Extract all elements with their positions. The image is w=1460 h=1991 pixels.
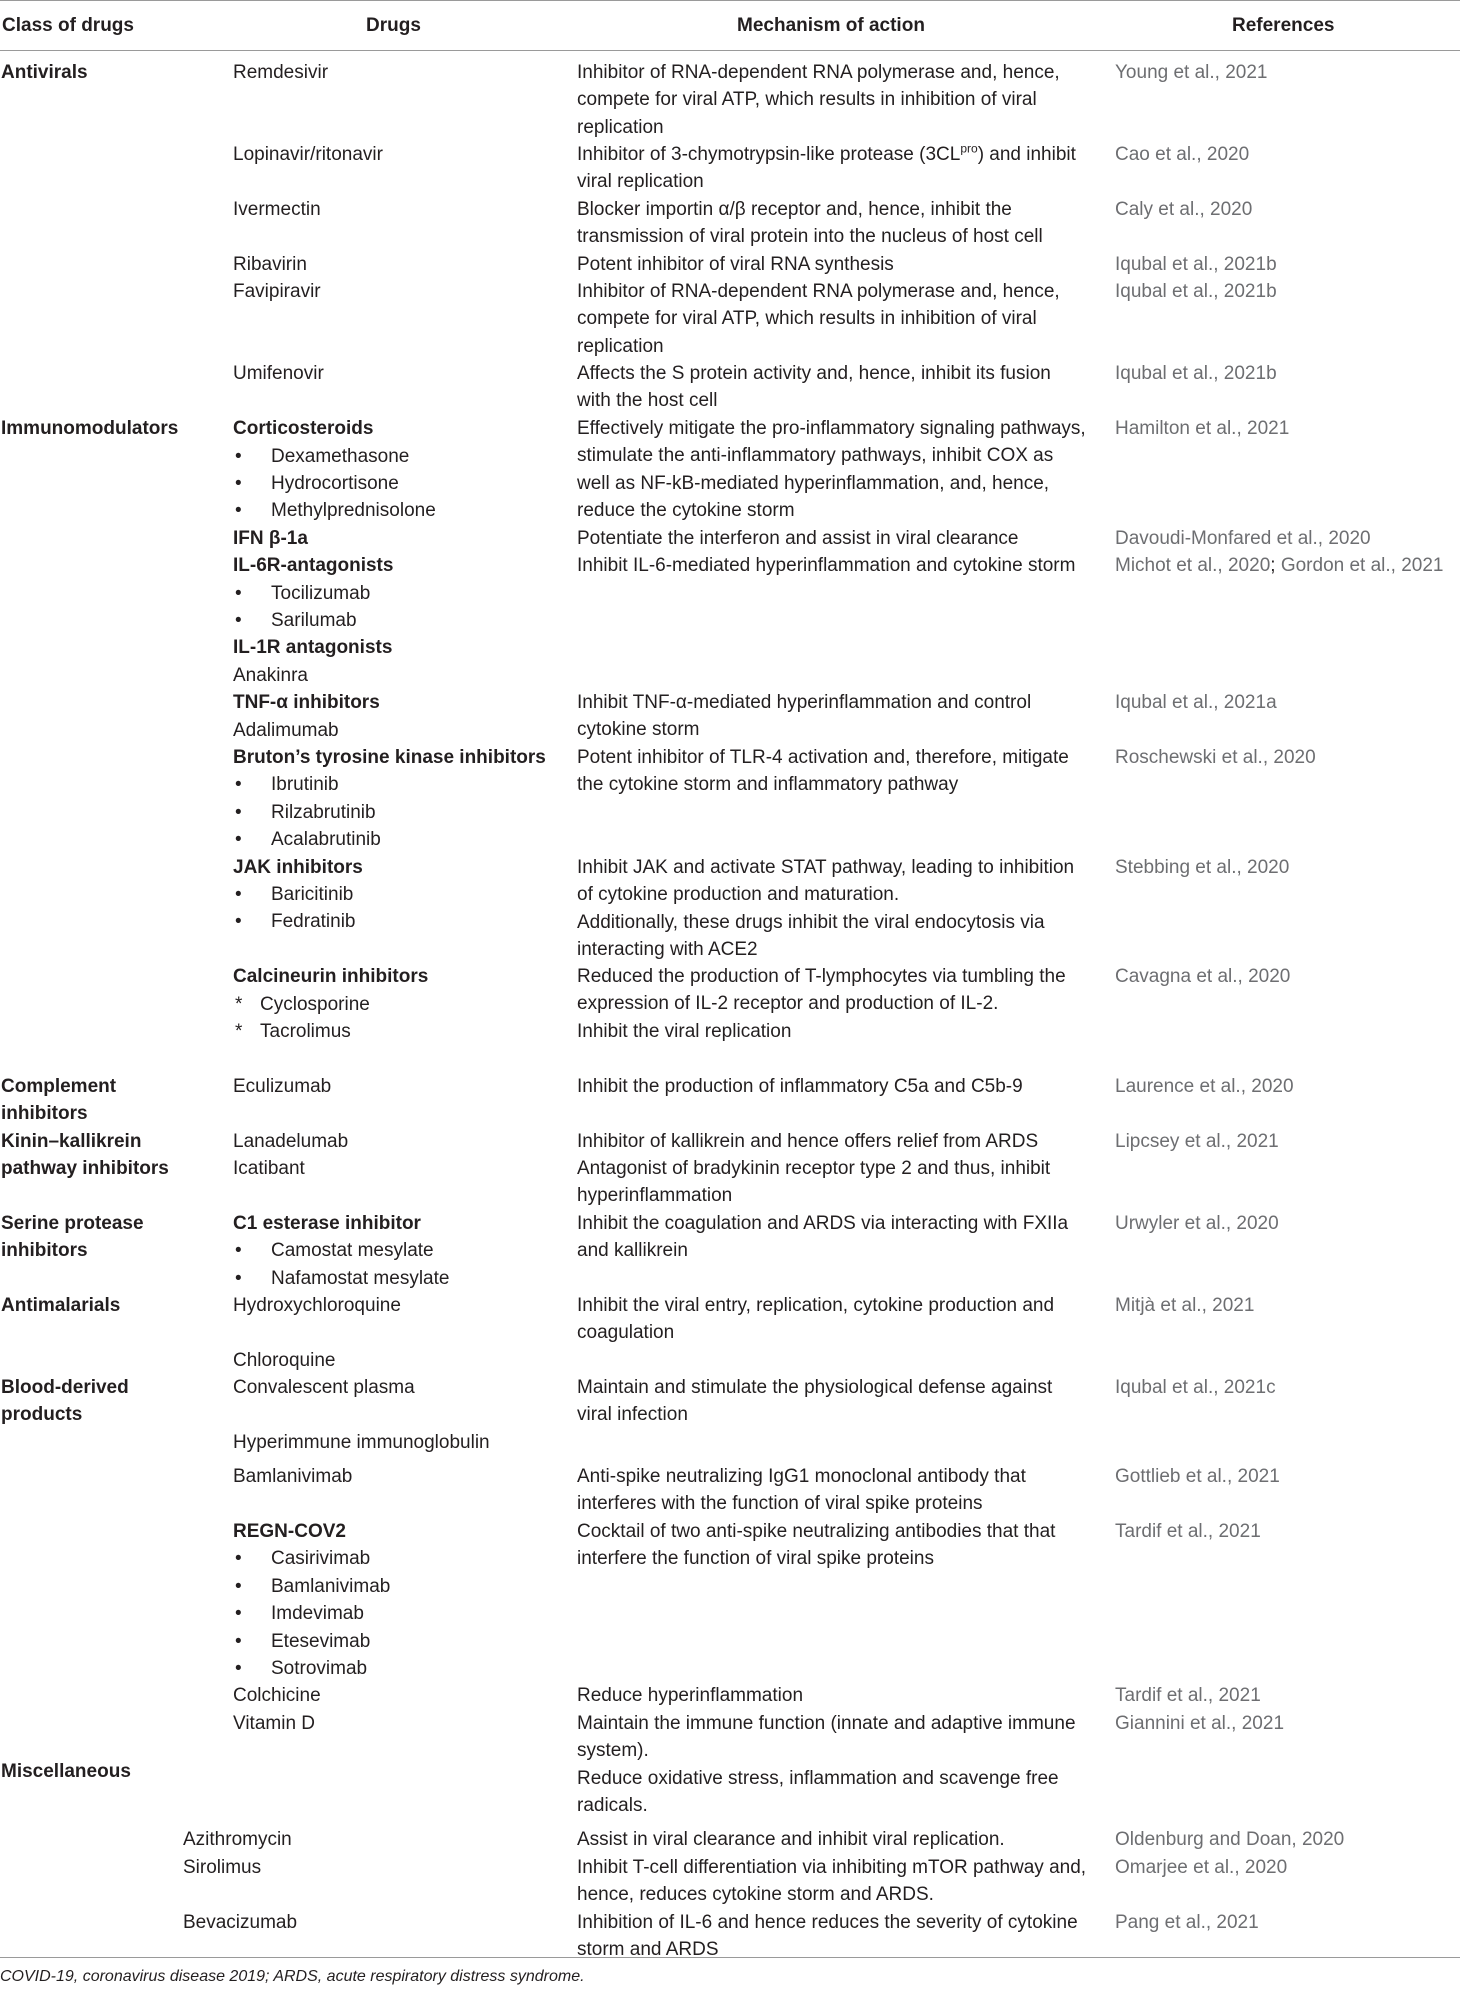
reference-link[interactable]: Hamilton et al., 2021 <box>1115 418 1290 439</box>
drug-name: Remdesivir <box>233 62 329 83</box>
drug-group-heading: C1 esterase inhibitor <box>233 1213 421 1234</box>
reference-citation[interactable] <box>1115 1854 1287 1881</box>
class-label <box>1 59 88 86</box>
mechanism-text <box>577 1710 1076 1820</box>
cell-line: Blood-derived <box>1 1377 129 1398</box>
cell-line: cytokine storm <box>577 719 700 741</box>
drug-name: Azithromycin <box>183 1829 292 1850</box>
reference-citation[interactable] <box>1115 1073 1294 1100</box>
cell-line: reduce the cytokine storm <box>577 500 795 522</box>
cell-line: Maintain and stimulate the physiological defense against <box>577 1377 1053 1398</box>
cell-line: Anti-spike neutralizing IgG1 monoclonal antibody that <box>577 1466 1026 1487</box>
reference-link[interactable]: Iqubal et al., 2021c <box>1115 1377 1276 1398</box>
cell-line: Reduced the production of T-lymphocytes via tumbling the <box>577 966 1066 987</box>
mechanism-text <box>577 1463 1026 1518</box>
drug-name: Ivermectin <box>233 199 321 220</box>
drug-name: Umifenovir <box>233 363 324 384</box>
reference-link[interactable]: Iqubal et al., 2021b <box>1115 281 1277 302</box>
drug-name: Hydroxychloroquine <box>233 1295 401 1316</box>
cell-line: the cytokine storm and inflammatory pathway <box>577 774 959 796</box>
cell-line: Inhibit T-cell differentiation via inhibiting mTOR pathway and, <box>577 1857 1087 1878</box>
reference-citation[interactable] <box>1115 1292 1254 1319</box>
cell-line: interacting with ACE2 <box>577 939 758 961</box>
reference-citation[interactable] <box>1115 141 1249 168</box>
drug-name: Colchicine <box>233 1685 321 1706</box>
mechanism-text <box>577 1128 1038 1155</box>
drug-name: • Fedratinib <box>233 908 356 935</box>
cell-line: interferes with the function of viral spike proteins <box>577 1493 983 1515</box>
cell-line: Potentiate the interferon and assist in viral clearance <box>577 528 1019 549</box>
cell-line: Antivirals <box>1 62 88 83</box>
mechanism-text <box>577 278 1060 360</box>
cell-line: Inhibitor of RNA-dependent RNA polymerase and, hence, <box>577 281 1060 302</box>
drug-group-heading: IFN β-1a <box>233 528 308 549</box>
mechanism-text <box>577 1682 803 1709</box>
drug-name: • Camostat mesylate <box>233 1237 434 1264</box>
cell-line: viral replication <box>577 171 704 193</box>
cell-line: transmission of viral protein into the nucleus of host cell <box>577 226 1043 248</box>
drug-group-heading: REGN-COV2 <box>233 1521 346 1542</box>
reference-citation[interactable] <box>1115 251 1277 278</box>
cell-line: stimulate the anti-inflammatory pathways, inhibit COX as <box>577 445 1054 467</box>
drug-name: Hyperimmune immunoglobulin <box>233 1432 490 1453</box>
reference-link[interactable]: Gordon et al., 2021 <box>1280 555 1444 576</box>
cell-line: Inhibitor of 3-chymotrypsin-like protease (3CL <box>577 144 961 165</box>
drug-name: Anakinra <box>233 665 308 686</box>
cell-line: products <box>1 1404 83 1426</box>
drug-name: • Rilzabrutinib <box>233 799 376 826</box>
drug-name: Sirolimus <box>183 1857 262 1878</box>
mechanism-text <box>577 415 1086 525</box>
drug-name: • Tocilizumab <box>233 580 370 607</box>
drug-group-heading: Bruton’s tyrosine kinase inhibitors <box>233 747 546 768</box>
cell-line: Inhibit the production of inflammatory C5a and C5b-9 <box>577 1076 1023 1097</box>
drug-name: * Cyclosporine <box>233 991 370 1018</box>
drug-name: Eculizumab <box>233 1076 332 1097</box>
mechanism-text <box>577 141 1076 196</box>
reference-citation[interactable] <box>1115 552 1444 579</box>
drug-name: • Sarilumab <box>233 607 357 634</box>
reference-link[interactable]: Lipcsey et al., 2021 <box>1115 1131 1279 1152</box>
drug-name: • Bamlanivimab <box>233 1573 390 1600</box>
drug-name: Adalimumab <box>233 720 339 741</box>
cell-line: Antimalarials <box>1 1295 121 1316</box>
reference-citation[interactable] <box>1115 1518 1261 1545</box>
drug-name: Ribavirin <box>233 254 307 275</box>
reference-citation[interactable] <box>1115 1682 1261 1709</box>
reference-link[interactable]: Davoudi-Monfared et al., 2020 <box>1115 528 1371 549</box>
reference-citation[interactable] <box>1115 1826 1344 1853</box>
cell-line: storm and ARDS <box>577 1939 719 1961</box>
reference-link[interactable]: Cao et al., 2020 <box>1115 144 1250 165</box>
reference-citation[interactable] <box>1115 525 1371 552</box>
cell-line: of cytokine production and maturation. <box>577 884 900 906</box>
mechanism-text <box>577 1292 1054 1347</box>
class-label <box>1 1292 120 1319</box>
drug-name: • Nafamostat mesylate <box>233 1265 449 1292</box>
mechanism-text <box>577 1374 1052 1429</box>
cell-line: well as NF-kB-mediated hyperinflammation, and, hence, <box>577 472 1050 494</box>
cell-line: expression of IL-2 receptor and production of IL-2. <box>577 993 999 1015</box>
mechanism-text <box>577 744 1069 799</box>
cell-line: Assist in viral clearance and inhibit viral replication. <box>577 1829 1005 1850</box>
cell-line: inhibitors <box>1 1240 88 1262</box>
header-references: References <box>1232 15 1335 36</box>
cell-line: Antagonist of bradykinin receptor type 2 and thus, inhibit <box>577 1158 1051 1179</box>
reference-citation[interactable] <box>1115 1710 1284 1737</box>
reference-link[interactable]: Michot et al., 2020 <box>1115 555 1271 576</box>
drug-name: • Methylprednisolone <box>233 497 436 524</box>
mechanism-text <box>577 1854 1086 1909</box>
cell-line: Inhibit IL-6-mediated hyperinflammation and cytokine storm <box>577 555 1076 576</box>
header-drugs: Drugs <box>366 15 421 36</box>
cell-line: Potent inhibitor of TLR-4 activation and, therefore, mitigate <box>577 747 1069 768</box>
reference-link[interactable]: Tardif et al., 2021 <box>1115 1685 1261 1706</box>
cell-line: Blocker importin α/β receptor and, hence, inhibit the <box>577 199 1012 220</box>
cell-line: Inhibit TNF-α-mediated hyperinflammation and control <box>577 692 1032 713</box>
cell-line: Effectively mitigate the pro-inflammatory signaling pathways, <box>577 418 1086 439</box>
cell-line: Reduce hyperinflammation <box>577 1685 804 1706</box>
drug-name: Favipiravir <box>233 281 321 302</box>
cell-line: Inhibit JAK and activate STAT pathway, leading to inhibition <box>577 857 1075 878</box>
reference-link[interactable]: Cavagna et al., 2020 <box>1115 966 1291 987</box>
header-rule <box>0 50 1460 51</box>
cell-line: pathway inhibitors <box>1 1158 169 1180</box>
drug-name: Lopinavir/ritonavir <box>233 144 383 165</box>
cell-line: Inhibitor of kallikrein and hence offers relief from ARDS <box>577 1131 1039 1152</box>
mechanism-text <box>577 196 1043 251</box>
class-label <box>1 1210 144 1265</box>
cell-line: Inhibit the viral replication <box>577 1020 792 1042</box>
cell-line: and kallikrein <box>577 1240 688 1262</box>
drug-name: Vitamin D <box>233 1713 316 1734</box>
class-label <box>1 415 178 442</box>
reference-citation[interactable] <box>1115 196 1252 223</box>
class-label <box>1 1374 129 1429</box>
drug-group-heading: Calcineurin inhibitors <box>233 966 429 987</box>
reference-link[interactable]: Iqubal et al., 2021b <box>1115 363 1277 384</box>
reference-link[interactable]: Mitjà et al., 2021 <box>1115 1295 1255 1316</box>
drug-name: Chloroquine <box>233 1350 336 1371</box>
reference-link[interactable]: Gottlieb et al., 2021 <box>1115 1466 1280 1487</box>
reference-citation[interactable] <box>1115 744 1316 771</box>
reference-citation[interactable] <box>1115 1210 1279 1237</box>
mechanism-text <box>577 1518 1055 1573</box>
cell-line: viral infection <box>577 1404 688 1426</box>
cell-line: hence, reduces cytokine storm and ARDS. <box>577 1884 934 1906</box>
mechanism-text <box>577 689 1031 744</box>
cell-line: Miscellaneous <box>1 1761 131 1782</box>
cell-line: Inhibit the coagulation and ARDS via interacting with FXIIa <box>577 1213 1069 1234</box>
drug-group-heading: TNF-α inhibitors <box>233 692 380 713</box>
cell-line: Kinin–kallikrein <box>1 1131 142 1152</box>
cell-line: Cocktail of two anti-spike neutralizing antibodies that that <box>577 1521 1056 1542</box>
reference-citation[interactable] <box>1115 59 1268 86</box>
drug-name: Icatibant <box>233 1158 305 1179</box>
drug-name: • Casirivimab <box>233 1545 370 1572</box>
reference-citation[interactable] <box>1115 689 1277 716</box>
reference-citation[interactable] <box>1115 1909 1259 1936</box>
drug-name: • Acalabrutinib <box>233 826 381 853</box>
mechanism-text <box>577 525 1018 552</box>
cell-line: Additionally, these drugs inhibit the viral endocytosis via <box>577 911 1045 933</box>
reference-link[interactable]: Tardif et al., 2021 <box>1115 1521 1261 1542</box>
reference-link[interactable]: Iqubal et al., 2021a <box>1115 692 1277 713</box>
header-class-of-drugs: Class of drugs <box>2 15 134 36</box>
cell-line: replication <box>577 116 664 138</box>
mechanism-text <box>577 59 1060 141</box>
reference-citation[interactable] <box>1115 415 1289 442</box>
cell-line: with the host cell <box>577 390 718 412</box>
reference-link[interactable]: Oldenburg and Doan, 2020 <box>1115 1829 1345 1850</box>
mechanism-text <box>577 1826 1005 1853</box>
reference-citation[interactable] <box>1115 1128 1279 1155</box>
cell-line: system). <box>577 1740 649 1762</box>
reference-link[interactable]: Stebbing et al., 2020 <box>1115 857 1290 878</box>
drug-name: • Ibrutinib <box>233 771 339 798</box>
reference-citation[interactable] <box>1115 360 1277 387</box>
drug-name: Lanadelumab <box>233 1131 349 1152</box>
cell-line: interfere the function of viral spike proteins <box>577 1548 934 1570</box>
cell-line: ) and inhibit <box>977 144 1076 165</box>
reference-link[interactable]: Young et al., 2021 <box>1115 62 1268 83</box>
cell-line: Potent inhibitor of viral RNA synthesis <box>577 254 894 275</box>
cell-line: Reduce oxidative stress, inflammation and scavenge free <box>577 1767 1059 1789</box>
mechanism-text <box>577 963 1066 1045</box>
class-label <box>1 1128 169 1183</box>
cell-line: Inhibit the viral entry, replication, cytokine production and <box>577 1295 1055 1316</box>
drug-name: • Etesevimab <box>233 1628 370 1655</box>
cell-line: Complement <box>1 1076 117 1097</box>
mechanism-text <box>577 1073 1023 1100</box>
drug-name: Bevacizumab <box>183 1912 298 1933</box>
cell-line: Affects the S protein activity and, hence, inhibit its fusion <box>577 363 1051 384</box>
cell-line: inhibitors <box>1 1103 88 1125</box>
reference-link[interactable]: Urwyler et al., 2020 <box>1115 1213 1279 1234</box>
mechanism-text <box>577 552 1075 579</box>
drug-name: * Tacrolimus <box>233 1018 351 1045</box>
cell-line: radicals. <box>577 1795 648 1817</box>
reference-link[interactable]: Iqubal et al., 2021b <box>1115 254 1277 275</box>
drug-name: Convalescent plasma <box>233 1377 415 1398</box>
cell-line: Serine protease <box>1 1213 144 1234</box>
superscript: pro <box>960 141 978 156</box>
reference-link[interactable]: Roschewski et al., 2020 <box>1115 747 1316 768</box>
cell-line: hyperinflammation <box>577 1185 733 1207</box>
cell-line: Immunomodulators <box>1 418 179 439</box>
cell-line: coagulation <box>577 1322 675 1344</box>
reference-link[interactable]: Laurence et al., 2020 <box>1115 1076 1294 1097</box>
drug-name: Bamlanivimab <box>233 1466 353 1487</box>
mechanism-text <box>577 1210 1068 1265</box>
reference-link[interactable]: Pang et al., 2021 <box>1115 1912 1259 1933</box>
mechanism-text <box>577 251 894 278</box>
reference-citation[interactable] <box>1115 278 1277 305</box>
reference-link[interactable]: Omarjee et al., 2020 <box>1115 1857 1288 1878</box>
mechanism-text <box>577 1155 1050 1210</box>
reference-citation[interactable] <box>1115 854 1289 881</box>
reference-citation[interactable] <box>1115 1463 1280 1490</box>
mechanism-text <box>577 360 1051 415</box>
cell-line: Inhibitor of RNA-dependent RNA polymerase and, hence, <box>577 62 1060 83</box>
reference-link[interactable]: Giannini et al., 2021 <box>1115 1713 1285 1734</box>
reference-citation[interactable] <box>1115 1374 1276 1401</box>
drug-name: • Sotrovimab <box>233 1655 367 1682</box>
cell-line: Maintain the immune function (innate and adaptive immune <box>577 1713 1076 1734</box>
reference-citation[interactable] <box>1115 963 1290 990</box>
cell-line: compete for viral ATP, which results in inhibition of viral <box>577 308 1037 330</box>
cell-line: compete for viral ATP, which results in inhibition of viral <box>577 89 1037 111</box>
reference-separator: ; <box>1270 555 1281 576</box>
cell-line: replication <box>577 335 664 357</box>
cell-line: Inhibition of IL-6 and hence reduces the severity of cytokine <box>577 1912 1078 1933</box>
drug-group-heading: IL-1R antagonists <box>233 637 393 658</box>
class-label <box>1 1073 116 1128</box>
drug-group-heading: IL-6R-antagonists <box>233 555 394 576</box>
reference-link[interactable]: Caly et al., 2020 <box>1115 199 1253 220</box>
table-top-rule <box>0 0 1460 1</box>
header-mechanism-of-action: Mechanism of action <box>737 15 925 36</box>
drug-name: • Baricitinib <box>233 881 353 908</box>
drug-group-heading: JAK inhibitors <box>233 857 363 878</box>
table-footnote: COVID-19, coronavirus disease 2019; ARDS, acute respiratory distress syndrome. <box>0 1968 585 1985</box>
drug-name: • Hydrocortisone <box>233 470 399 497</box>
class-label <box>1 1758 131 1785</box>
mechanism-text <box>577 1909 1078 1964</box>
drug-name: • Imdevimab <box>233 1600 364 1627</box>
drug-name: • Dexamethasone <box>233 443 409 470</box>
mechanism-text <box>577 854 1074 964</box>
drug-group-heading: Corticosteroids <box>233 418 374 439</box>
